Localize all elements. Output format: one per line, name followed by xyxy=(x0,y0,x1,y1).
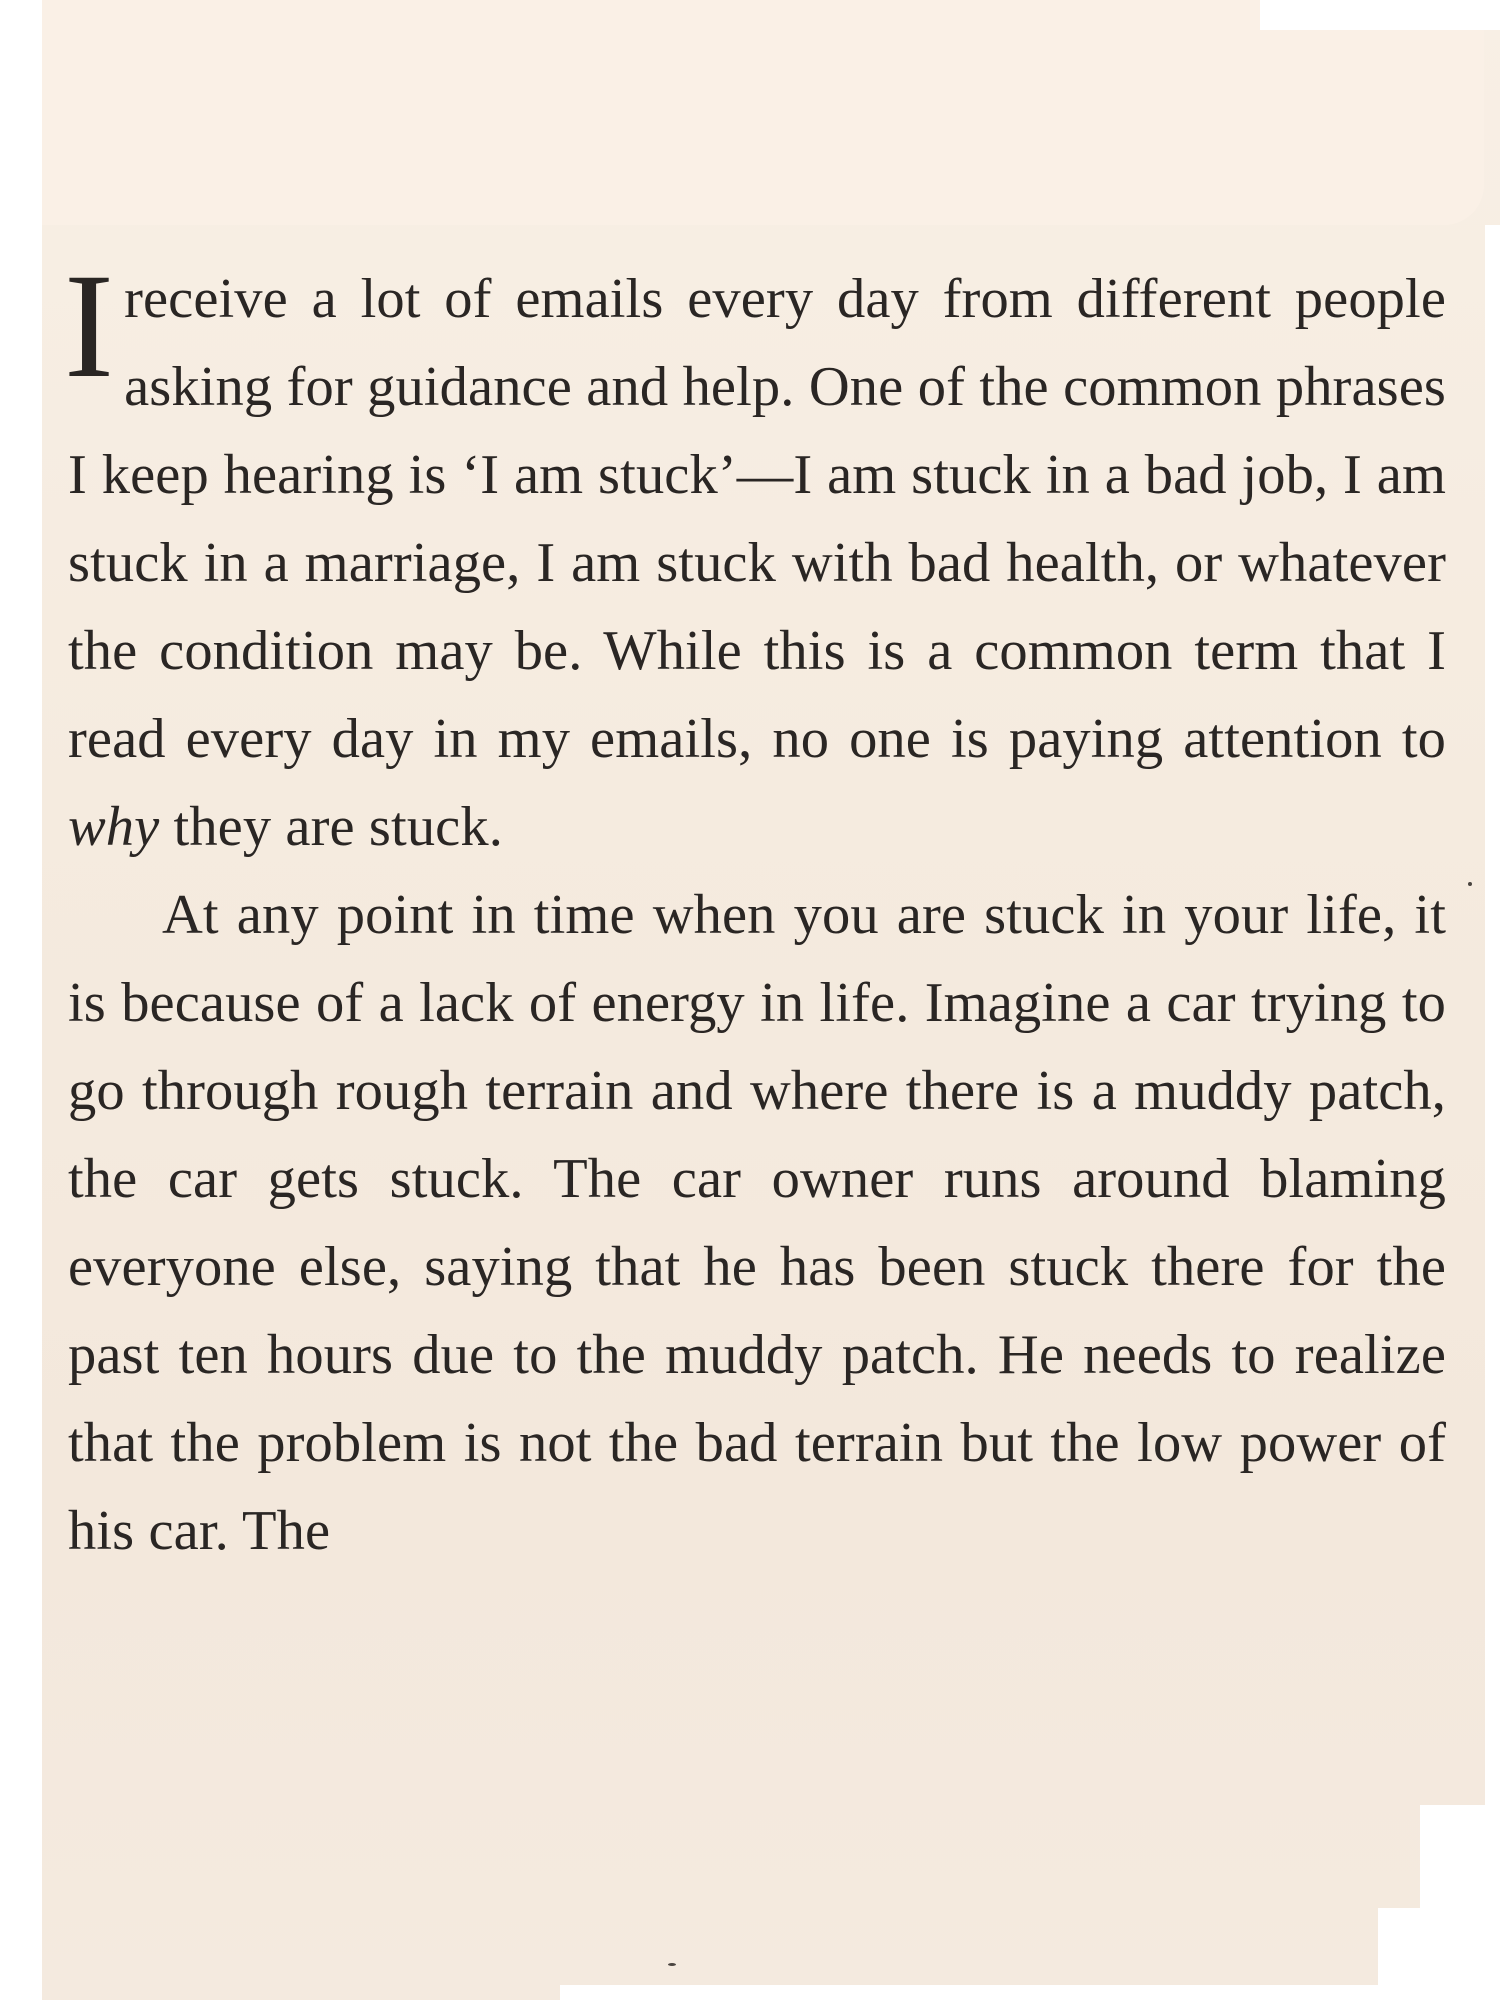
paragraph-1-ending: they are stuck. xyxy=(159,796,503,858)
scan-speck xyxy=(1468,882,1472,886)
scan-speck xyxy=(668,1963,676,1966)
paragraph-2: At any point in time when you are stuck in your life, it is because of a lack of energy in life. Imagine a car trying to go through rough terrain and where there is a muddy patch, the car gets stuck. The car owner runs around blaming everyone else, saying that he has been stuck there for the past ten hours due to the muddy patch. He needs to realize that the problem is not the bad terrain but the low power of his car. The xyxy=(68,884,1446,1562)
blank-top-area xyxy=(42,0,1484,225)
scan-right-edge xyxy=(1485,225,1500,2000)
body-text xyxy=(64,243,1446,1575)
emphasis-word: why xyxy=(68,796,160,858)
paragraph-1 xyxy=(64,243,1446,871)
scan-top-edge xyxy=(1260,0,1500,30)
scan-bottom-edge xyxy=(560,1985,1500,2000)
paragraph-1-text: receive a lot of emails every day from different people asking for guidance and help. One of the common phrases I keep hearing is ‘I am stuck’—I am stuck in a bad job, I am stuck in a marriage, I am stuck with bad health, or whatever the condition may be. While this is a common term that I read every day in my emails, no one is paying attention to xyxy=(68,268,1446,770)
scan-left-margin xyxy=(0,0,42,2000)
drop-cap: I xyxy=(64,243,115,409)
